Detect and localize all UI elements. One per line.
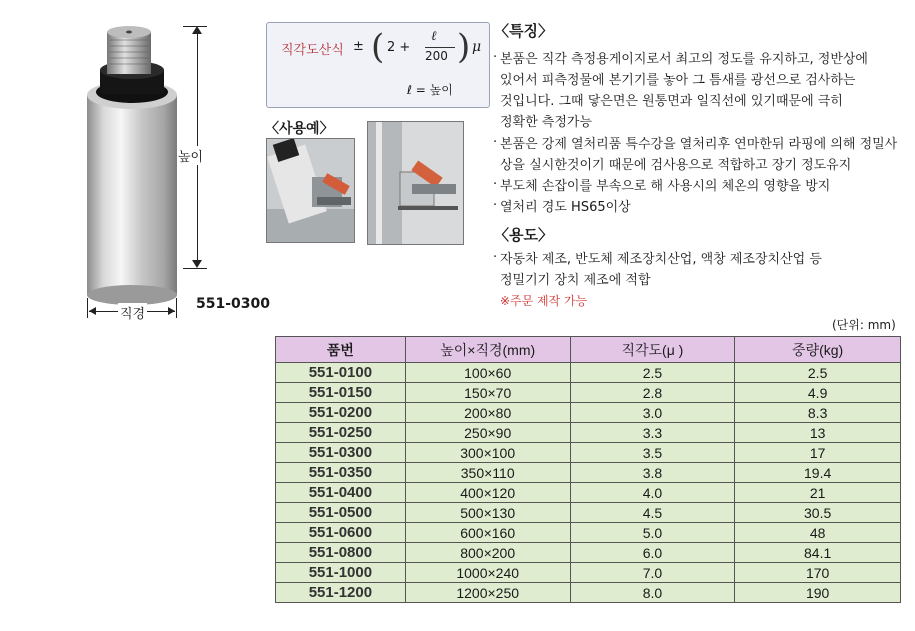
cell-weight: 21 [735, 483, 901, 503]
bullet-icon: · [493, 198, 498, 213]
cell-model: 551-0600 [276, 523, 406, 543]
cell-size: 1200×250 [405, 583, 570, 603]
fraction-bar [425, 47, 455, 48]
applications-heading: 〈용도〉 [494, 226, 553, 244]
arrow-down-icon [192, 260, 202, 268]
cell-model: 551-0250 [276, 423, 406, 443]
cell-squareness: 5.0 [570, 523, 735, 543]
feature-text: 부도체 손잡이를 부속으로 해 사용시의 체온의 영향을 방지 [500, 179, 831, 194]
diameter-label: 직경 [118, 303, 147, 322]
cell-squareness: 3.5 [570, 443, 735, 463]
cell-weight: 84.1 [735, 543, 901, 563]
cell-weight: 8.3 [735, 403, 901, 423]
application-text: 정밀기기 장치 제조에 적합 [500, 273, 651, 288]
col-header-weight: 중량(kg) [735, 337, 901, 363]
table-row [276, 423, 901, 443]
bullet-icon: · [493, 50, 498, 65]
cell-weight: 48 [735, 523, 901, 543]
formula-numerator: ℓ [431, 29, 437, 44]
cell-size: 200×80 [405, 403, 570, 423]
cell-squareness: 8.0 [570, 583, 735, 603]
cell-squareness: 7.0 [570, 563, 735, 583]
diameter-dim-tick-right [176, 298, 177, 318]
spec-table [275, 336, 901, 603]
cell-squareness: 3.8 [570, 463, 735, 483]
left-paren-icon: ( [371, 27, 385, 67]
bullet-icon: · [493, 135, 498, 150]
col-header-size: 높이×직경(mm) [405, 337, 570, 363]
cell-squareness: 4.0 [570, 483, 735, 503]
feature-text: 열처리 경도 HS65이상 [500, 200, 631, 215]
formula-note: ℓ = 높이 [407, 83, 453, 97]
application-text: 자동차 제조, 반도체 제조장치산업, 액창 제조장치산업 등 [500, 252, 822, 267]
product-illustration [0, 0, 270, 330]
cell-model: 551-1000 [276, 563, 406, 583]
table-row [276, 563, 901, 583]
feature-text: 상을 실시한것이기 때문에 검사용으로 적합하고 장기 정도유지 [500, 158, 852, 173]
cell-model: 551-0400 [276, 483, 406, 503]
arrow-right-icon [168, 307, 175, 315]
squareness-formula-box [266, 22, 490, 108]
feature-text: 본품은 강제 열처리품 특수강을 열처리후 연마한뒤 라핑에 의해 정밀사 [500, 137, 898, 152]
cylinder-square-image [0, 0, 270, 330]
formula-unit: μ [472, 39, 482, 55]
cell-model: 551-0800 [276, 543, 406, 563]
cell-size: 100×60 [405, 363, 570, 383]
cell-size: 300×100 [405, 443, 570, 463]
cell-squareness: 2.5 [570, 363, 735, 383]
col-header-squareness: 직각도(μ ) [570, 337, 735, 363]
table-row [276, 403, 901, 423]
formula-two: 2 + [387, 40, 411, 55]
feature-text: 정확한 측정가능 [500, 115, 593, 130]
spec-table-body [276, 363, 901, 603]
cell-size: 1000×240 [405, 563, 570, 583]
model-label: 551-0300 [196, 296, 270, 312]
feature-text: 본품은 직각 측정용게이지로서 최고의 정도를 유지하고, 정반상에 [500, 52, 868, 67]
formula-label: 직각도산식 [281, 43, 344, 58]
usage-photo-1 [266, 138, 355, 243]
right-paren-icon: ) [457, 27, 471, 67]
bullet-icon: · [493, 250, 498, 265]
cell-size: 800×200 [405, 543, 570, 563]
table-row [276, 543, 901, 563]
cell-size: 250×90 [405, 423, 570, 443]
col-header-model: 품번 [276, 337, 406, 363]
cell-weight: 190 [735, 583, 901, 603]
cell-weight: 170 [735, 563, 901, 583]
cell-size: 400×120 [405, 483, 570, 503]
cell-model: 551-1200 [276, 583, 406, 603]
arrow-up-icon [192, 26, 202, 34]
usage-heading: 〈사용예〉 [265, 121, 334, 137]
cell-size: 500×130 [405, 503, 570, 523]
cell-squareness: 4.5 [570, 503, 735, 523]
height-label: 높이 [178, 146, 203, 165]
formula-denominator: 200 [425, 49, 448, 63]
table-row [276, 523, 901, 543]
table-row [276, 483, 901, 503]
table-row [276, 503, 901, 523]
cell-weight: 19.4 [735, 463, 901, 483]
custom-order-note: ※주문 제작 가능 [500, 294, 588, 308]
cell-squareness: 6.0 [570, 543, 735, 563]
formula-plus-minus: ± [353, 39, 364, 54]
cell-weight: 13 [735, 423, 901, 443]
bullet-icon: · [493, 177, 498, 192]
feature-text: 것입니다. 그때 닿은면은 원통면과 일직선에 있기때문에 극히 [500, 94, 843, 109]
table-row [276, 383, 901, 403]
cell-model: 551-0300 [276, 443, 406, 463]
table-header-row [276, 337, 901, 363]
table-row [276, 363, 901, 383]
cell-model: 551-0200 [276, 403, 406, 423]
diameter-dim-tick-left [87, 298, 88, 318]
features-heading: 〈특징〉 [494, 22, 553, 40]
cell-squareness: 3.0 [570, 403, 735, 423]
cell-size: 600×160 [405, 523, 570, 543]
table-row [276, 463, 901, 483]
cell-model: 551-0150 [276, 383, 406, 403]
cell-weight: 4.9 [735, 383, 901, 403]
height-dim-tick-bottom [183, 268, 207, 269]
cell-size: 350×110 [405, 463, 570, 483]
unit-note: (단위: mm) [832, 318, 896, 332]
cell-size: 150×70 [405, 383, 570, 403]
feature-text: 있어서 피측정물에 본기기를 놓아 그 틈새를 광선으로 검사하는 [500, 73, 856, 88]
cell-weight: 2.5 [735, 363, 901, 383]
cell-model: 551-0350 [276, 463, 406, 483]
usage-photo-2 [367, 121, 464, 245]
cell-weight: 30.5 [735, 503, 901, 523]
cell-model: 551-0100 [276, 363, 406, 383]
cell-squareness: 3.3 [570, 423, 735, 443]
cell-weight: 17 [735, 443, 901, 463]
cell-model: 551-0500 [276, 503, 406, 523]
arrow-left-icon [89, 307, 96, 315]
table-row [276, 443, 901, 463]
table-row [276, 583, 901, 603]
cell-squareness: 2.8 [570, 383, 735, 403]
